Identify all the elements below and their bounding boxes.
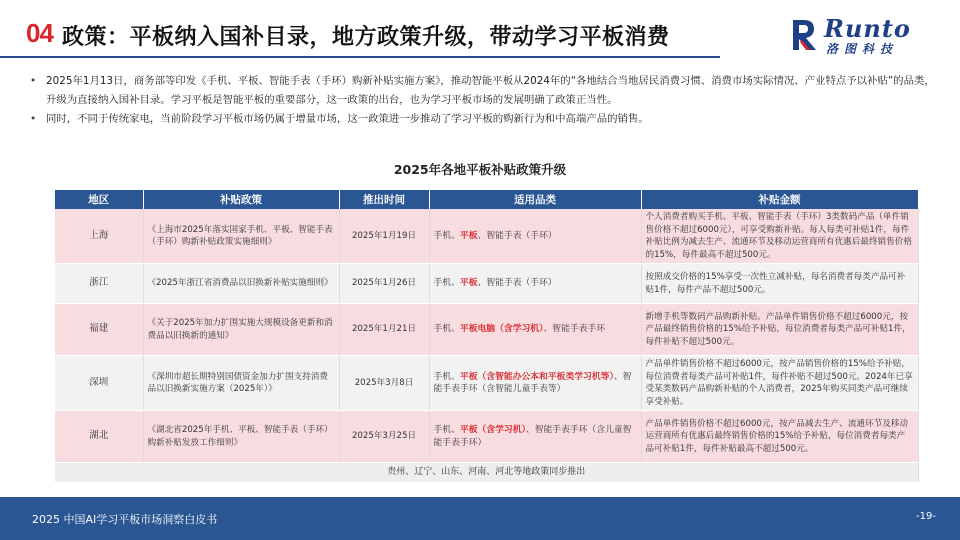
column-header-region: 地区 (55, 190, 143, 209)
subsidy-policy-table (55, 190, 919, 483)
cell-amount: 个人消费者购买手机、平板、智能手表（手环）3类数码产品（单件销售价格不超过6000元），可享受购新补贴。每人每类可补贴1件，每件补贴比例为减去生产、流通环节及移动运营商所有优惠后最终销售价格的15%，每件最高不超过500元。 (641, 209, 918, 264)
goods-text: 手机、 (433, 324, 460, 335)
slide-header (0, 0, 960, 62)
goods-text: 、智能手表手环（含智能儿童手表等） (433, 371, 632, 394)
bullet-item: • 2025年1月13日，商务部等印发《手机、平板、智能手表（手环）购新补贴实施方案》，推动智能平板从2024年的“各地结合当地居民消费习惯、消费市场实际情况、产业特点予以补贴”的品类，升级为直接纳入国补目录。学习平板是智能平板的重要部分，这一政策的出台，也为学习平板市场的发展明确了政策正当性。 (30, 72, 940, 110)
goods-highlight: 平板（含智能办公本和平板类学习机等） (459, 371, 614, 382)
goods-text: 手机、 (433, 371, 460, 382)
cell-region: 福建 (55, 304, 143, 356)
cell-goods (429, 411, 641, 463)
goods-text: 、智能手表手环 (543, 324, 606, 335)
page-number: -19- (916, 511, 936, 522)
column-header-goods: 适用品类 (429, 190, 641, 209)
cell-region: 湖北 (55, 411, 143, 463)
goods-text: 手机、 (433, 230, 460, 241)
goods-text: 、智能手表手环（含儿童智能手表手环） (433, 425, 632, 448)
table-row (55, 356, 918, 411)
bullet-item: • 同时，不同于传统家电，当前阶段学习平板市场仍属于增量市场，这一政策进一步推动了学习平板的购新行为和中高端产品的销售。 (30, 110, 940, 129)
cell-time: 2025年3月8日 (339, 356, 429, 411)
table-title: 2025年各地平板补贴政策升级 (393, 162, 567, 177)
goods-highlight: 平板 (459, 278, 478, 289)
table-row (55, 264, 918, 304)
cell-time: 2025年1月21日 (339, 304, 429, 356)
column-header-time: 推出时间 (339, 190, 429, 209)
cell-policy: 《深圳市超长期特别国债资金加力扩围支持消费品以旧换新实施方案（2025年）》 (143, 356, 339, 411)
cell-policy: 《关于2025年加力扩围实施大规模设备更新和消费品以旧换新的通知》 (143, 304, 339, 356)
cell-region: 浙江 (55, 264, 143, 304)
goods-highlight: 平板（含学习机） (459, 425, 526, 435)
runto-logo-icon (790, 18, 820, 52)
table-row (55, 304, 918, 356)
cell-goods (429, 356, 641, 411)
page-title: 政策：平板纳入国补目录，地方政策升级，带动学习平板消费 (62, 25, 670, 50)
cell-policy: 《湖北省2025年手机、平板、智能手表（手环）购新补贴发放工作细则》 (143, 411, 339, 463)
table-row (55, 411, 918, 463)
goods-text: 手机、 (433, 425, 460, 435)
cell-time: 2025年1月26日 (339, 264, 429, 304)
bullet-list (30, 72, 940, 129)
cell-policy: 《2025年浙江省消费品以旧换新补贴实施细则》 (143, 264, 339, 304)
cell-goods (429, 304, 641, 356)
goods-text: 、智能手表（手环） (477, 230, 557, 241)
table-header-row (55, 190, 918, 209)
cell-amount: 新增手机等数码产品购新补贴。产品单件销售价格不超过6000元，按产品最终销售价格的15%给予补贴，每位消费者每类产品可补贴1件，每件补贴不超过500元。 (641, 304, 918, 356)
runto-logo (790, 14, 940, 58)
goods-highlight: 平板电脑（含学习机） (459, 324, 544, 335)
logo-chinese-name: 洛图科技 (826, 42, 899, 56)
slide-footer (0, 497, 960, 540)
cell-time: 2025年3月25日 (339, 411, 429, 463)
cell-policy: 《上海市2025年落实国家手机、平板、智能手表（手环）购新补贴政策实施细则》 (143, 209, 339, 264)
cell-amount: 产品单件销售价格不超过6000元，按产品减去生产、流通环节及移动运营商所有优惠后最终销售价格的15%给予补贴，每位消费者每类产品可补贴1件，每件补贴最高不超过500元。 (641, 411, 918, 463)
goods-text: 手机、 (433, 278, 460, 289)
cell-amount: 按照成交价格的15%享受一次性立减补贴，每名消费者每类产品可补贴1件，每件产品不超过500元。 (641, 264, 918, 304)
title-underline (0, 56, 720, 58)
cell-goods (429, 264, 641, 304)
logo-wordmark: Runto (824, 14, 911, 43)
cell-goods (429, 209, 641, 264)
table-note-row (55, 463, 918, 483)
column-header-policy: 补贴政策 (143, 190, 339, 209)
cell-time: 2025年1月19日 (339, 209, 429, 264)
cell-region: 上海 (55, 209, 143, 264)
section-number: 04 (26, 18, 53, 48)
cell-amount: 产品单件销售价格不超过6000元，按产品销售价格的15%给予补贴，每位消费者每类产品可补贴1件，每件补贴不超过500元。2024年已享受某类数码产品购新补贴的个人消费者，2025年购买同类产品可继续享受补贴。 (641, 356, 918, 411)
footer-report-title: 2025 中国AI学习平板市场洞察白皮书 (32, 513, 218, 526)
cell-region: 深圳 (55, 356, 143, 411)
goods-text: 、智能手表（手环） (477, 278, 557, 289)
goods-highlight: 平板 (459, 230, 478, 241)
table-note: 贵州、辽宁、山东、河南、河北等地政策同步推出 (55, 463, 918, 483)
column-header-amount: 补贴金额 (641, 190, 918, 209)
table-row (55, 209, 918, 264)
